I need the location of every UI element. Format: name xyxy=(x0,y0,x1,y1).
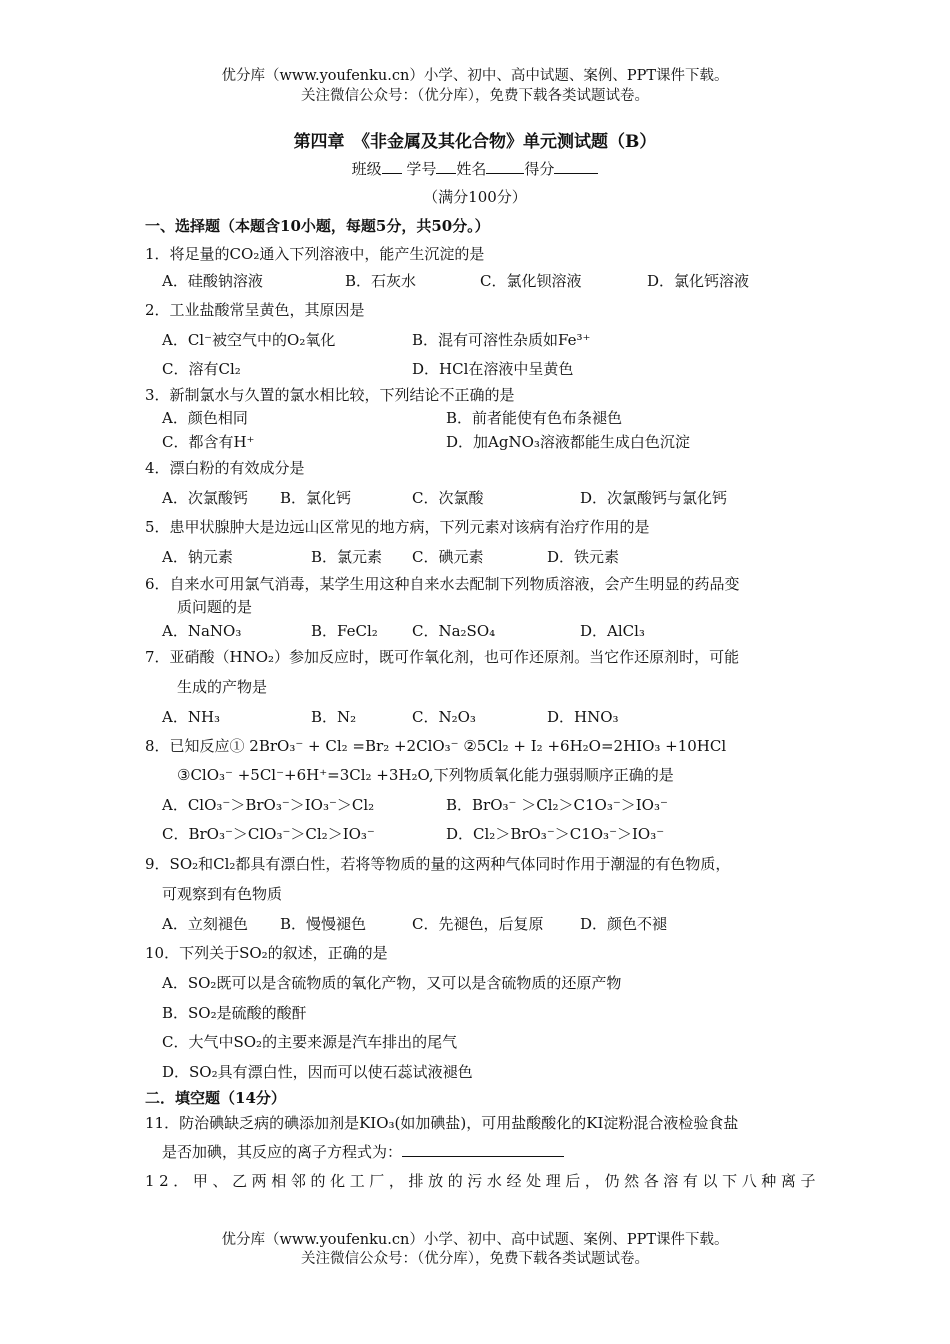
q5-option-c: C．碘元素 xyxy=(412,548,484,566)
q3-option-c: C．都含有H⁺ xyxy=(162,433,255,451)
q7-option-a: A．NH₃ xyxy=(162,708,221,726)
section-1-heading: 一、选择题（本题含10小题，每题5分，共50分。） xyxy=(145,217,490,235)
q6-option-c: C．Na₂SO₄ xyxy=(412,622,496,640)
q9-stem: 9．SO₂和Cl₂都具有漂白性，若将等物质的量的这两种气体同时作用于潮湿的有色物质， xyxy=(145,855,731,873)
class-blank[interactable] xyxy=(382,159,402,174)
q11-stem-cont-text: 是否加碘，其反应的离子方程式为： xyxy=(162,1143,403,1161)
q11-stem-cont xyxy=(162,1141,564,1162)
q8-option-b: B．BrO₃⁻ ＞Cl₂＞C1O₃⁻＞IO₃⁻ xyxy=(446,796,668,814)
full-score: （满分100分） xyxy=(423,188,527,206)
header-line-1: 优分库（www.youfenku.cn）小学、初中、高中试题、案例、PPT课件下载。 xyxy=(221,68,729,84)
q11-answer-blank[interactable] xyxy=(402,1142,564,1157)
q4-option-b: B．氯化钙 xyxy=(280,489,352,507)
q9-stem-cont: 可观察到有色物质 xyxy=(162,885,283,903)
q8-option-d: D．Cl₂＞BrO₃⁻＞C1O₃⁻＞IO₃⁻ xyxy=(446,825,665,843)
q2-option-d: D．HCl在溶液中呈黄色 xyxy=(412,360,574,378)
student-info-line xyxy=(0,158,950,179)
q7-option-d: D．HNO₃ xyxy=(547,708,619,726)
q5-option-d: D．铁元素 xyxy=(547,548,620,566)
q6-option-b: B．FeCl₂ xyxy=(311,622,378,640)
q8-option-a: A．ClO₃⁻＞BrO₃⁻＞IO₃⁻＞Cl₂ xyxy=(162,796,375,814)
q9-option-d: D．颜色不褪 xyxy=(580,915,668,933)
q6-stem-cont: 质问题的是 xyxy=(177,598,253,616)
q5-option-a: A．钠元素 xyxy=(162,548,233,566)
q1-option-d: D．氯化钙溶液 xyxy=(647,272,750,290)
q4-stem: 4．漂白粉的有效成分是 xyxy=(145,459,305,477)
q4-option-d: D．次氯酸钙与氯化钙 xyxy=(580,489,728,507)
q1-option-c: C．氯化钡溶液 xyxy=(480,272,582,290)
q1-stem: 1．将足量的CO₂通入下列溶液中，能产生沉淀的是 xyxy=(145,245,485,263)
q3-option-b: B．前者能使有色布条褪色 xyxy=(446,409,623,427)
score-label: 得分 xyxy=(524,160,555,178)
q6-stem: 6．自来水可用氯气消毒，某学生用这种自来水去配制下列物质溶液，会产生明显的药品变 xyxy=(145,575,740,593)
q9-option-a: A．立刻褪色 xyxy=(162,915,248,933)
footer-line-2: 关注微信公众号：（优分库），免费下载各类试题试卷。 xyxy=(301,1251,649,1267)
q2-option-a: A．Cl⁻被空气中的O₂氧化 xyxy=(162,331,336,349)
q2-option-b: B．混有可溶性杂质如Fe³⁺ xyxy=(412,331,591,349)
student-id-blank[interactable] xyxy=(436,159,456,174)
q10-option-a: A．SO₂既可以是含硫物质的氧化产物，又可以是含硫物质的还原产物 xyxy=(162,974,622,992)
q7-option-b: B．N₂ xyxy=(311,708,357,726)
q7-option-c: C．N₂O₃ xyxy=(412,708,476,726)
q10-option-d: D．SO₂具有漂白性，因而可以使石蕊试液褪色 xyxy=(162,1063,473,1081)
q9-option-c: C．先褪色，后复原 xyxy=(412,915,544,933)
q4-option-a: A．次氯酸钙 xyxy=(162,489,248,507)
page-title: 第四章 《非金属及其化合物》单元测试题（B） xyxy=(293,132,657,152)
q6-option-a: A．NaNO₃ xyxy=(162,622,242,640)
q8-stem: 8．已知反应① 2BrO₃⁻ + Cl₂ =Br₂ +2ClO₃⁻ ②5Cl₂ + I₂ +6H₂O=2HIO₃ +10HCl xyxy=(145,737,727,755)
header-line-2: 关注微信公众号：（优分库），免费下载各类试题试卷。 xyxy=(301,88,649,104)
section-2-heading: 二．填空题（14分） xyxy=(145,1089,286,1107)
q2-stem: 2．工业盐酸常呈黄色，其原因是 xyxy=(145,301,365,319)
q7-stem-cont: 生成的产物是 xyxy=(177,678,268,696)
score-blank[interactable] xyxy=(554,159,598,174)
footer-line-1: 优分库（www.youfenku.cn）小学、初中、高中试题、案例、PPT课件下载。 xyxy=(221,1232,729,1248)
q3-option-d: D．加AgNO₃溶液都能生成白色沉淀 xyxy=(446,433,690,451)
student-id-label: 学号 xyxy=(406,160,437,178)
q9-option-b: B．慢慢褪色 xyxy=(280,915,367,933)
name-blank[interactable] xyxy=(486,159,524,174)
q3-option-a: A．颜色相同 xyxy=(162,409,248,427)
q3-stem: 3．新制氯水与久置的氯水相比较，下列结论不正确的是 xyxy=(145,386,515,404)
q12-stem: 12．甲、乙两相邻的化工厂，排放的污水经处理后，仍然各溶有以下八种离子 xyxy=(145,1172,821,1190)
q5-stem: 5．患甲状腺肿大是边远山区常见的地方病，下列元素对该病有治疗作用的是 xyxy=(145,518,650,536)
class-label: 班级 xyxy=(351,160,382,178)
q11-stem: 11．防治碘缺乏病的碘添加剂是KIO₃(如加碘盐)，可用盐酸酸化的KI淀粉混合液检验食盐 xyxy=(145,1114,739,1132)
q5-option-b: B．氯元素 xyxy=(311,548,383,566)
q8-option-c: C．BrO₃⁻＞ClO₃⁻＞Cl₂＞IO₃⁻ xyxy=(162,825,375,843)
q8-stem-cont: ③ClO₃⁻ +5Cl⁻+6H⁺=3Cl₂ +3H₂O,下列物质氧化能力强弱顺序正确的是 xyxy=(177,766,674,784)
q6-option-d: D．AlCl₃ xyxy=(580,622,645,640)
q10-option-c: C．大气中SO₂的主要来源是汽车排出的尾气 xyxy=(162,1033,458,1051)
q1-option-a: A．硅酸钠溶液 xyxy=(162,272,263,290)
q7-stem: 7．亚硝酸（HNO₂）参加反应时，既可作氧化剂，也可作还原剂。当它作还原剂时，可能 xyxy=(145,648,740,666)
q10-stem: 10．下列关于SO₂的叙述，正确的是 xyxy=(145,944,388,962)
q10-option-b: B．SO₂是硫酸的酸酐 xyxy=(162,1004,307,1022)
q2-option-c: C．溶有Cl₂ xyxy=(162,360,241,378)
q4-option-c: C．次氯酸 xyxy=(412,489,484,507)
name-label: 姓名 xyxy=(456,160,487,178)
q1-option-b: B．石灰水 xyxy=(345,272,417,290)
